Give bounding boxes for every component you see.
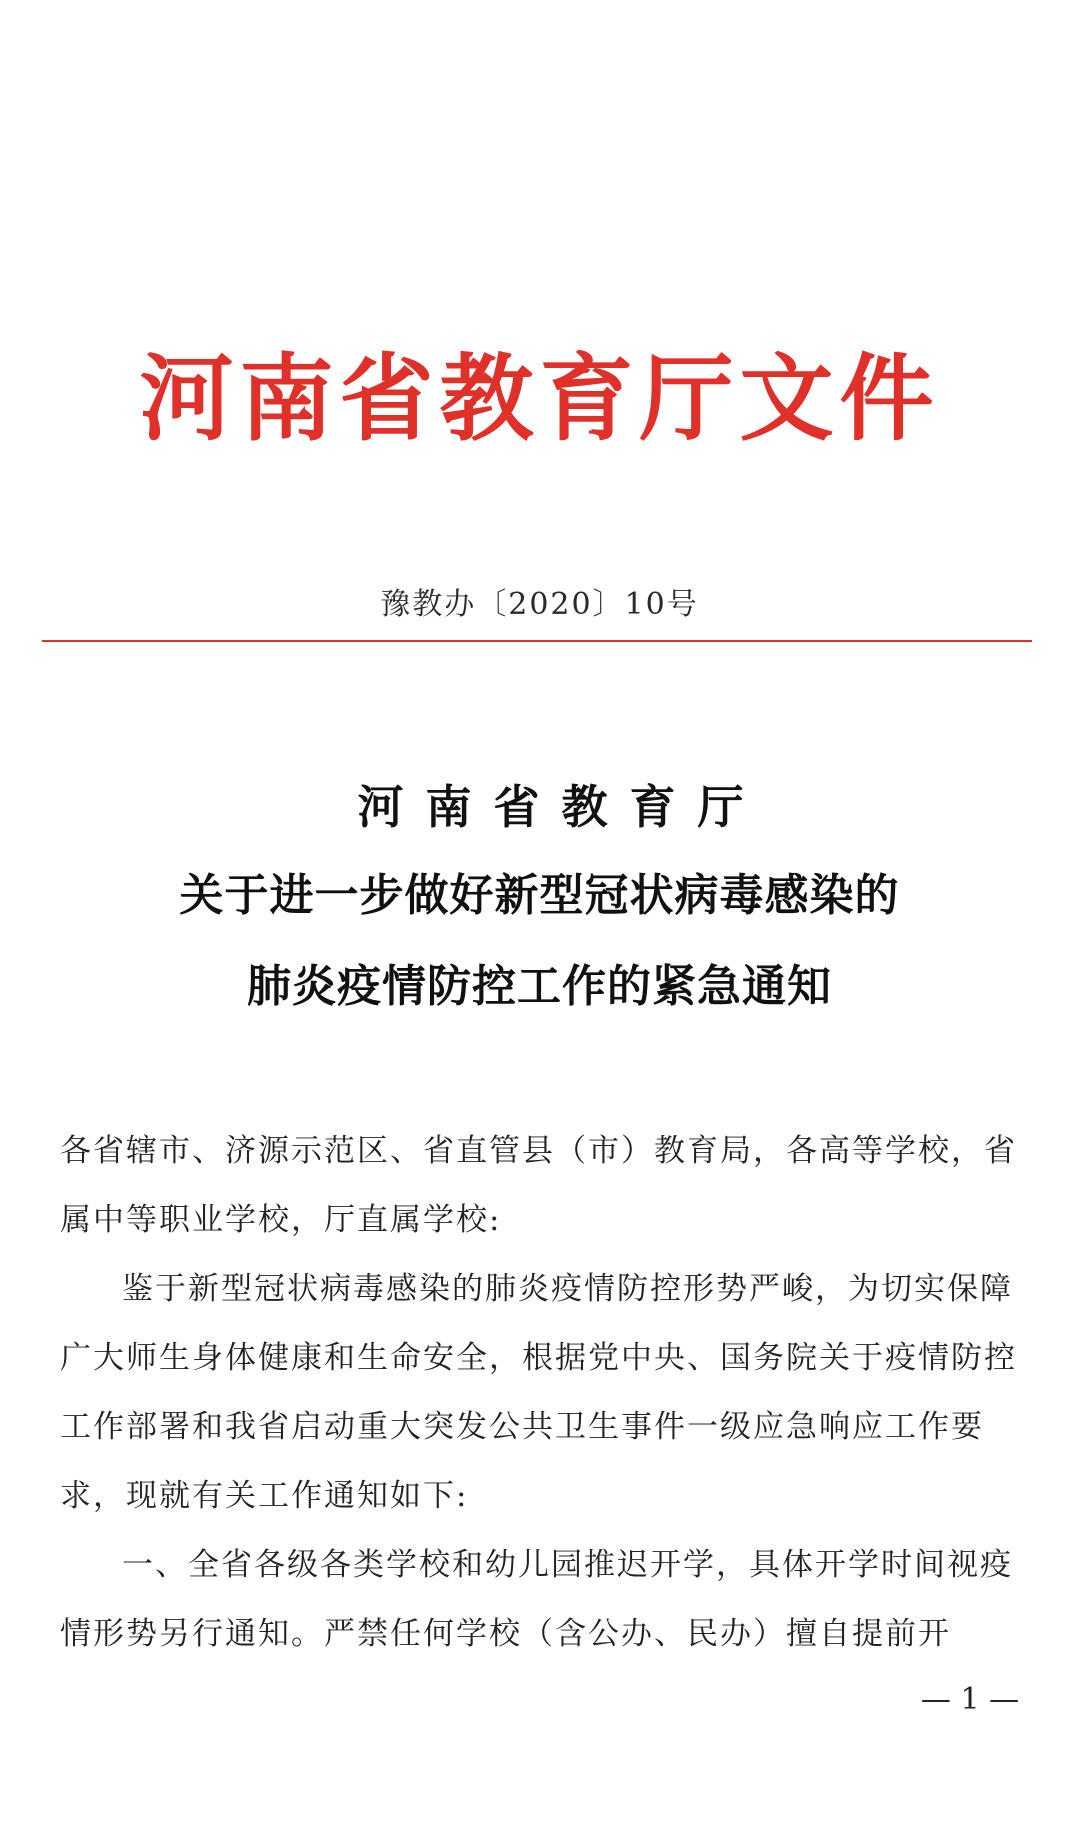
notice-body bbox=[60, 1117, 1030, 1669]
salutation-paragraph: 各省辖市、济源示范区、省直管县（市）教育局，各高等学校，省属中等职业学校，厅直属学校: bbox=[60, 1133, 1017, 1238]
document-number: 豫教办〔2020〕10号 bbox=[380, 587, 699, 622]
notice-title-line-3: 肺炎疫情防控工作的紧急通知 bbox=[247, 961, 832, 1012]
notice-title-issuer: 河南省教育厅 bbox=[357, 780, 766, 834]
body-paragraph-2: 一、全省各级各类学校和幼儿园推迟开学，具体开学时间视疫情形势另行通知。严禁任何学校（含公办、民办）擅自提前开 bbox=[60, 1547, 1013, 1652]
notice-title-line-2: 关于进一步做好新型冠状病毒感染的 bbox=[179, 870, 900, 921]
red-separator-rule bbox=[42, 640, 1032, 642]
page-number: — 1 — bbox=[920, 1682, 1020, 1717]
masthead-title: 河南省教育厅文件 bbox=[139, 345, 940, 454]
body-paragraph-1: 鉴于新型冠状病毒感染的肺炎疫情防控形势严峻，为切实保障广大师生身体健康和生命安全，根据党中央、国务院关于疫情防控工作部署和我省启动重大突发公共卫生事件一级应急响应工作要求，现就有关工作通知如下: bbox=[60, 1271, 1017, 1514]
